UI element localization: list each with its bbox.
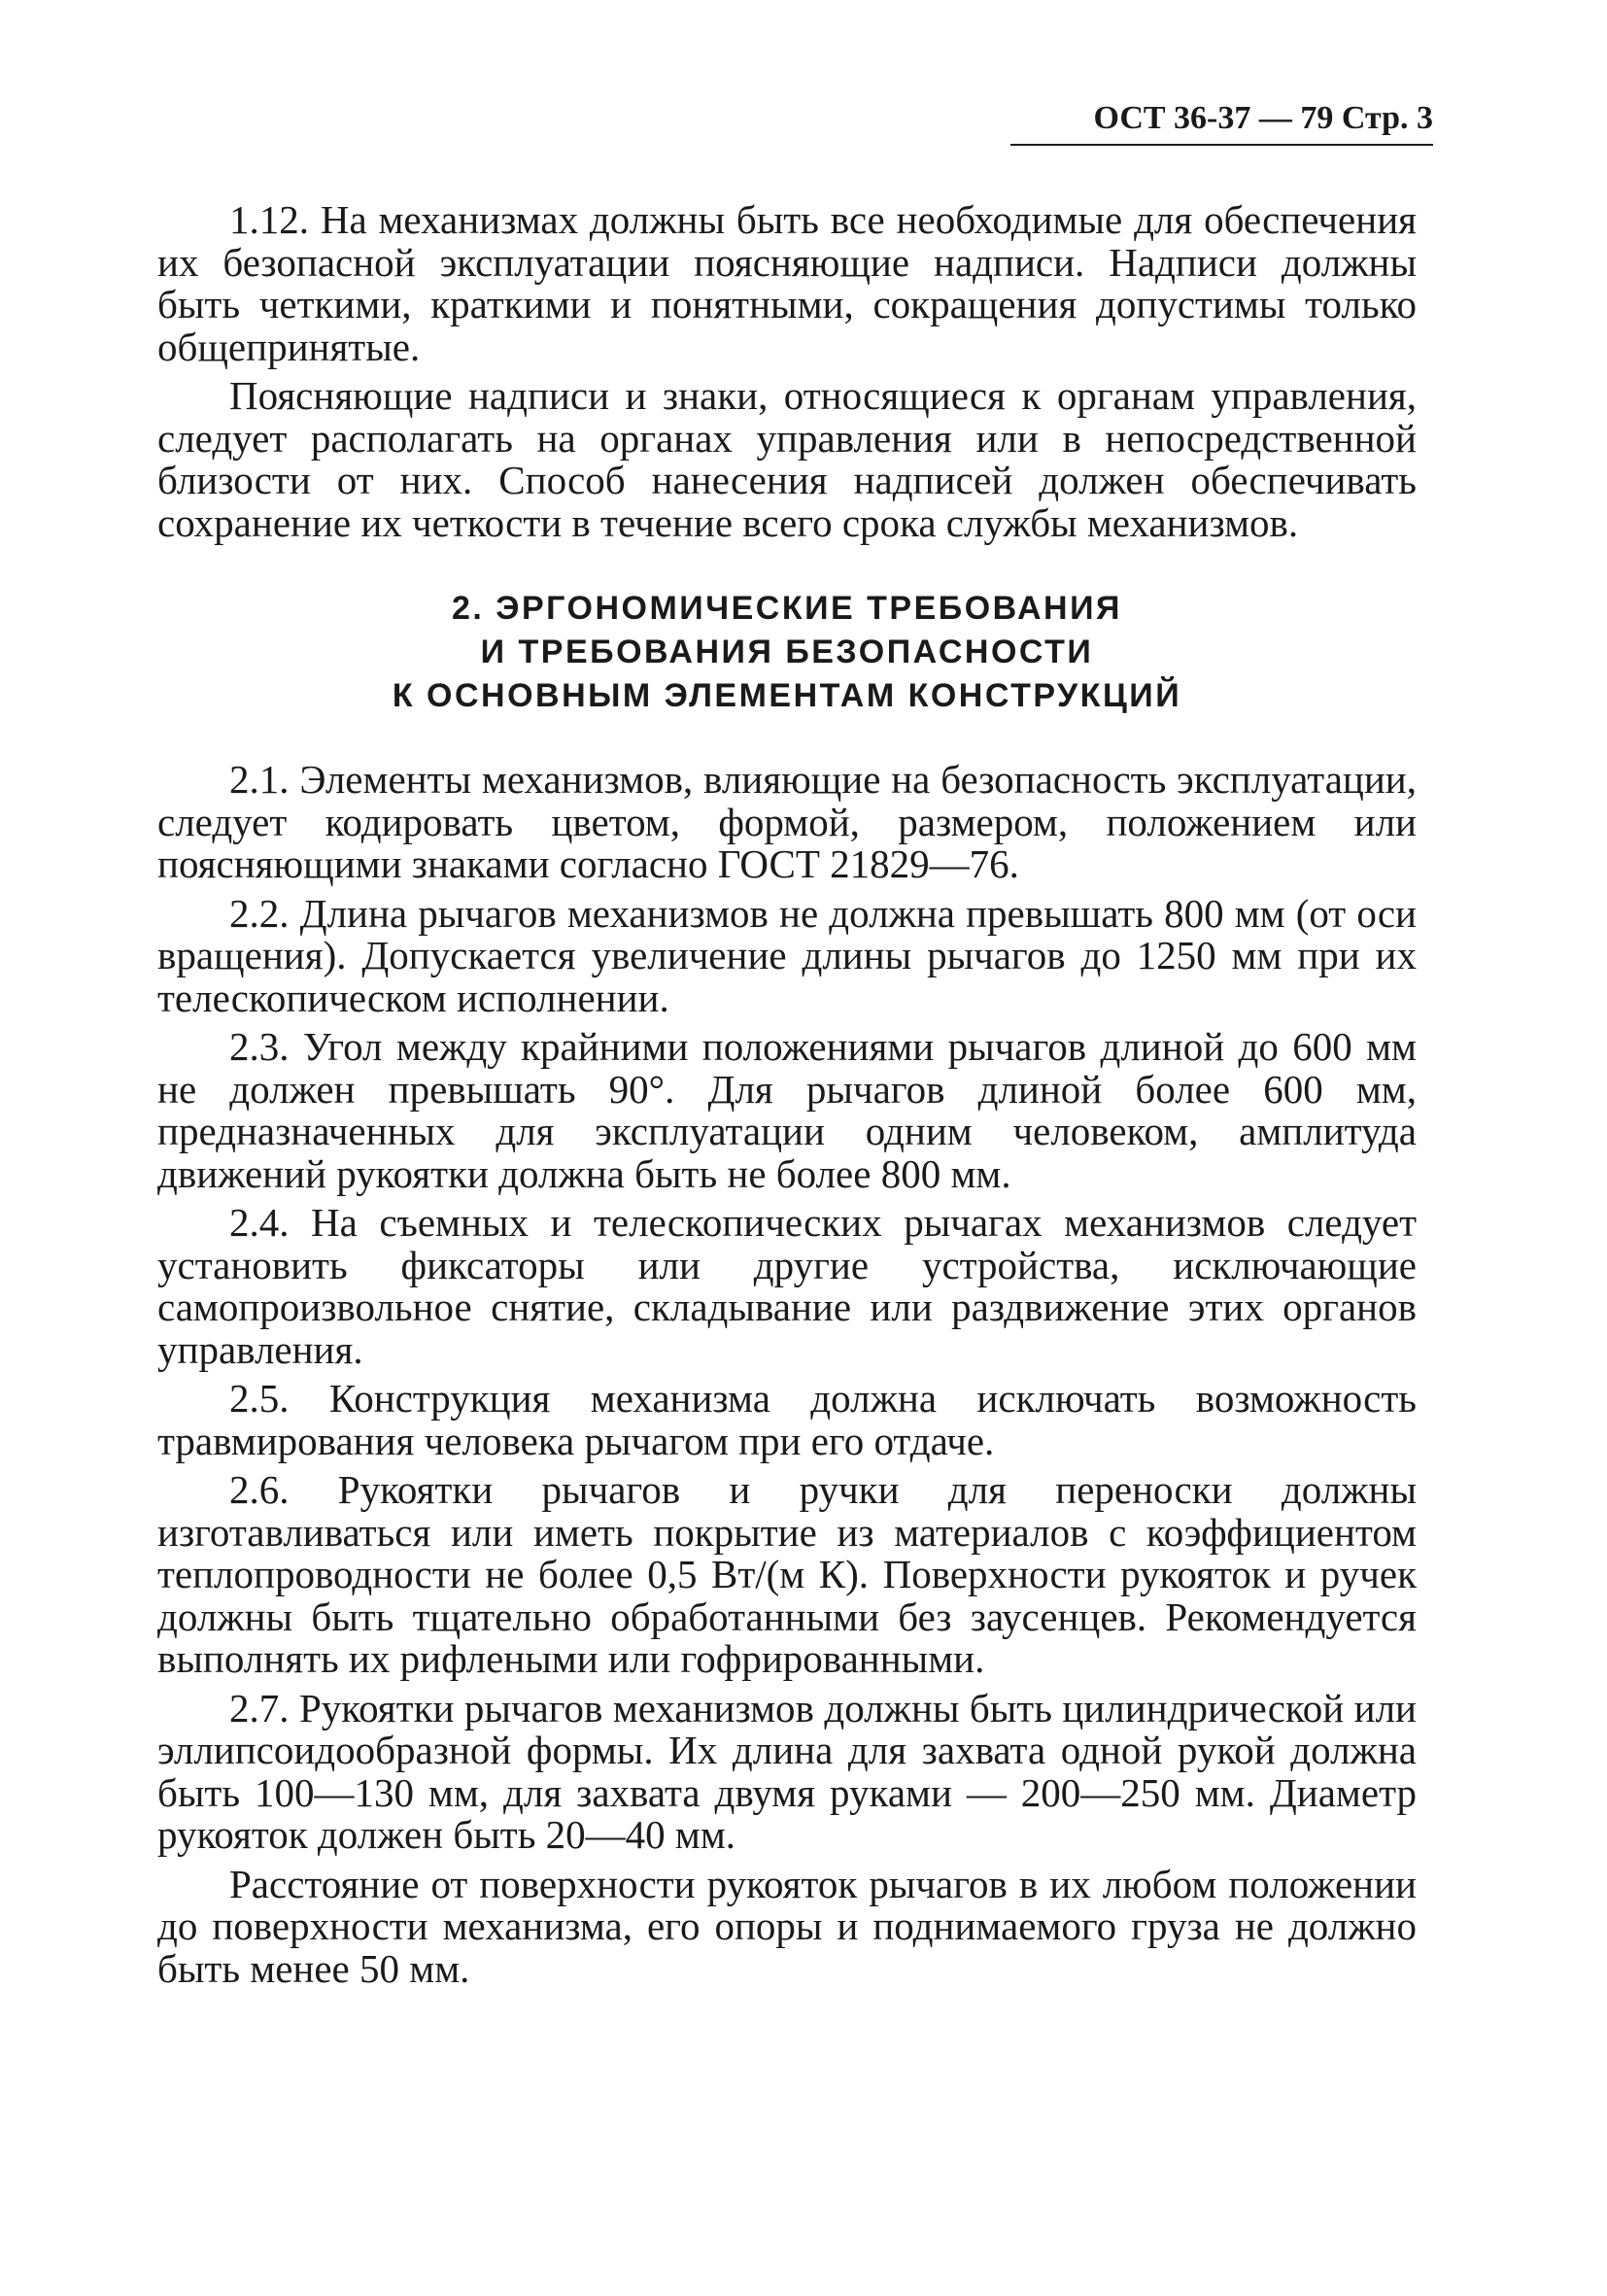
paragraph-2-3: 2.3. Угол между крайними положениями рычагов длиной до 600 мм не должен превышать 90°. Для рычагов длиной более 600 мм, предназначенных для эксплуатации одним человеком, амплитуда движений рукоятки должна быть не более 800 мм. — [157, 1024, 1417, 1196]
page-header: ОСТ 36-37 — 79 Стр. 3 — [1010, 95, 1433, 146]
paragraph-distance-note: Расстояние от поверхности рукояток рычагов в их любом положении до поверхности механизма, его опоры и поднимаемого груза не должно быть менее 50 мм. — [157, 1861, 1417, 1991]
paragraph-2-1: 2.1. Элементы механизмов, влияющие на безопасность эксплуатации, следует кодировать цветом, формой, размером, положением или поясняющими знаками согласно ГОСТ 21829—76. — [157, 757, 1417, 886]
section-title-line-1: 2. ЭРГОНОМИЧЕСКИЕ ТРЕБОВАНИЯ — [452, 590, 1122, 627]
paragraph-2-5: 2.5. Конструкция механизма должна исключать возможность травмирования человека рычагом при его отдаче. — [157, 1376, 1417, 1463]
paragraph-2-7: 2.7. Рукоятки рычагов механизмов должны быть цилиндрической или эллипсоидообразной формы. Их длина для захвата одной рукой должна быть 100—130 мм, для захвата двумя руками — 200—250 мм. Диаметр рукояток должен быть 20—40 мм. — [157, 1685, 1417, 1857]
paragraph-2-2: 2.2. Длина рычагов механизмов не должна превышать 800 мм (от оси вращения). Допускается увеличение длины рычагов до 1250 мм при их телескопическом исполнении. — [157, 890, 1417, 1020]
document-body — [157, 199, 1417, 1997]
paragraph-2-6: 2.6. Рукоятки рычагов и ручки для переноски должны изготавливаться или иметь покрытие из материалов с коэффициентом теплопроводности не более 0,5 Вт/(м К). Поверхности рукояток и ручек должны быть тщательно обработанными без заусенцев. Рекомендуется выполнять их рифлеными или гофрированными. — [157, 1467, 1417, 1681]
paragraph-2-4: 2.4. На съемных и телескопических рычагах механизмов следует установить фиксаторы или другие устройства, исключающие самопроизвольное снятие, складывание или раздвижение этих органов управления. — [157, 1200, 1417, 1372]
paragraph-1-12: 1.12. На механизмах должны быть все необходимые для обеспечения их безопасной эксплуатации поясняющие надписи. Надписи должны быть четкими, краткими и понятными, сокращения допустимы только общепринятые. — [157, 197, 1417, 369]
section-title-line-3: К ОСНОВНЫМ ЭЛЕМЕНТАМ КОНСТРУКЦИЙ — [392, 677, 1182, 714]
section-title-line-2: И ТРЕБОВАНИЯ БЕЗОПАСНОСТИ — [480, 634, 1094, 670]
section-2-title — [157, 587, 1417, 718]
paragraph-labels-note: Поясняющие надписи и знаки, относящиеся к органам управления, следует располагать на органах управления или в непосредственной близости от них. Способ нанесения надписей должен обеспечивать сохранение их четкости в течение всего срока службы механизмов. — [157, 373, 1417, 545]
